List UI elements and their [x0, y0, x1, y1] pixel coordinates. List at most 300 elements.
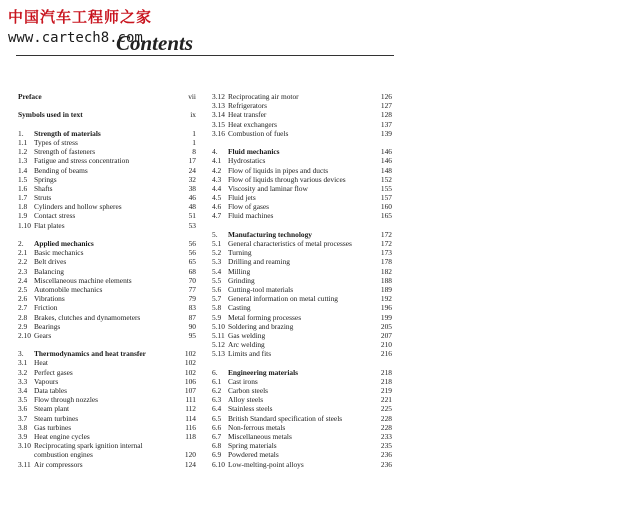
toc-entry-number: 5.13 — [212, 349, 225, 359]
toc-entry-page: 118 — [185, 431, 196, 441]
toc-entry-page: 228 — [380, 422, 392, 432]
toc-entry-title: Gas welding — [228, 330, 266, 340]
toc-spacer — [212, 358, 392, 367]
toc-spacer — [18, 230, 196, 239]
toc-entry-title: combustion engines — [34, 450, 93, 460]
toc-entry-page: 205 — [380, 321, 392, 331]
toc-entry-number — [18, 450, 34, 459]
toc-entry-page: 127 — [380, 101, 392, 111]
toc-entry-number: 1.5 — [18, 174, 28, 184]
toc-entry — [212, 257, 392, 266]
toc-entry-title: Data tables — [34, 386, 68, 395]
toc-entry-title: Fluid machines — [228, 211, 274, 221]
toc-entry — [18, 386, 196, 395]
toc-entry — [18, 414, 196, 423]
toc-entry-number: 3.5 — [18, 395, 28, 405]
toc-entry-page: 218 — [380, 376, 392, 386]
watermark-url: www.cartech8.com — [8, 30, 143, 46]
toc-spacer — [18, 101, 196, 110]
toc-entry-page: 65 — [188, 257, 196, 267]
toc-entry-number: 1.3 — [18, 156, 28, 166]
toc-entry-number: 2.6 — [18, 294, 28, 304]
toc-entry-title: Stainless steels — [228, 404, 273, 414]
toc-entry-number: 4.4 — [212, 183, 222, 193]
toc-entry-page: 126 — [380, 92, 392, 101]
toc-entry-title: Steam plant — [34, 404, 70, 414]
toc-entry-title: Carbon steels — [228, 386, 269, 395]
toc-entry-page: 228 — [380, 413, 392, 423]
toc-entry-title: Reciprocating air motor — [228, 92, 299, 101]
toc-entry — [212, 432, 392, 441]
toc-entry — [212, 184, 392, 193]
toc-entry-number: 2.8 — [18, 312, 28, 322]
toc-entry — [212, 202, 392, 211]
toc-entry — [18, 404, 196, 413]
toc-entry-title: Types of stress — [34, 137, 78, 147]
toc-entry-title: Gas turbines — [34, 422, 72, 432]
toc-spacer — [18, 340, 196, 349]
toc-left-column — [18, 92, 196, 469]
toc-entry-page: 207 — [380, 330, 392, 340]
toc-entry — [212, 386, 392, 395]
toc-entry-page: 8 — [192, 147, 196, 157]
toc-entry — [18, 211, 196, 220]
toc-entry-page: 160 — [380, 202, 392, 212]
toc-entry-number: 5.2 — [212, 248, 222, 258]
toc-entry-number: 6.10 — [212, 459, 225, 469]
toc-entry — [18, 313, 196, 322]
toc-entry-number: 3.1 — [18, 358, 28, 368]
toc-entry-number: 2.1 — [18, 248, 28, 258]
toc-entry-page: 102 — [184, 367, 196, 377]
toc-entry-page: 1 — [192, 128, 196, 138]
toc-entry-title: General characteristics of metal processes — [228, 239, 352, 248]
toc-entry — [212, 313, 392, 322]
toc-entry-page: 128 — [380, 110, 392, 120]
toc-entry-title: Drilling and reaming — [228, 257, 290, 267]
toc-entry-page: 199 — [380, 312, 392, 322]
toc-entry-title: Turning — [228, 248, 252, 258]
toc-entry-page: 221 — [380, 395, 392, 405]
toc-entry-number: 1.1 — [18, 137, 28, 147]
toc-entry-number: 1.6 — [18, 183, 28, 193]
toc-entry-number: 2.7 — [18, 303, 28, 313]
toc-entry-title: Non-ferrous metals — [228, 422, 286, 432]
toc-entry-title: Contact stress — [34, 211, 76, 221]
toc-entry-number: 6.6 — [212, 422, 222, 432]
toc-entry-title: Refrigerators — [228, 101, 267, 111]
toc-entry-number: 2. — [18, 239, 24, 248]
toc-entry-number: 5.9 — [212, 312, 222, 322]
toc-entry-page: 116 — [185, 422, 196, 432]
toc-entry-title: Struts — [34, 193, 52, 203]
toc-entry-title: Flat plates — [34, 220, 65, 230]
toc-entry — [212, 450, 392, 459]
toc-entry-title: Heat engine cycles — [34, 431, 90, 441]
toc-chapter-heading — [18, 129, 196, 138]
toc-entry-page: 106 — [184, 376, 196, 386]
toc-entry-page: 196 — [380, 303, 392, 313]
toc-entry-page: 17 — [188, 156, 196, 166]
toc-entry-page: 233 — [380, 431, 392, 441]
toc-entry-page: 165 — [380, 211, 392, 221]
toc-entry-number: 4.2 — [212, 165, 222, 175]
toc-entry-number: 3.2 — [18, 367, 28, 377]
toc-entry-page: 157 — [380, 193, 392, 203]
title-rule — [16, 55, 394, 56]
toc-entry-number: 3.12 — [212, 92, 225, 101]
toc-entry-title: Arc welding — [228, 340, 265, 350]
toc-entry — [18, 460, 196, 469]
toc-chapter-heading — [212, 368, 392, 377]
toc-entry-number: 3.4 — [18, 386, 28, 395]
toc-entry-title: Perfect gases — [34, 367, 73, 377]
toc-entry-number: 3. — [18, 349, 24, 359]
toc-entry-number: 5.7 — [212, 294, 222, 304]
toc-entry-number: 4.5 — [212, 193, 222, 203]
toc-entry-title: Alloy steels — [228, 395, 264, 405]
toc-entry-title: Heat exchangers — [228, 119, 278, 129]
toc-entry-page: 155 — [380, 183, 392, 193]
toc-entry-number: 3.14 — [212, 110, 225, 120]
toc-entry — [212, 460, 392, 469]
toc-entry-page: 56 — [188, 239, 196, 248]
toc-entry-number: 4.6 — [212, 202, 222, 212]
toc-entry — [212, 267, 392, 276]
toc-entry — [18, 221, 196, 230]
toc-entry-page: 146 — [380, 156, 392, 166]
toc-entry-page: 90 — [188, 321, 196, 331]
toc-entry — [18, 450, 196, 459]
toc-entry — [18, 276, 196, 285]
toc-entry-page: 56 — [188, 248, 196, 258]
toc-entry — [212, 129, 392, 138]
toc-entry — [18, 138, 196, 147]
toc-entry — [212, 441, 392, 450]
toc-entry — [212, 395, 392, 404]
toc-entry-page: 137 — [380, 119, 392, 129]
toc-entry — [212, 294, 392, 303]
toc-entry-title: Bending of beams — [34, 165, 88, 175]
toc-entry-title: Automobile mechanics — [34, 284, 103, 294]
toc-entry-title: Miscellaneous machine elements — [34, 275, 132, 285]
toc-entry-page: 112 — [185, 404, 196, 414]
toc-entry — [18, 303, 196, 312]
toc-entry-page: 182 — [380, 266, 392, 276]
toc-entry-number: 3.10 — [18, 441, 31, 451]
toc-entry-page: 107 — [184, 386, 196, 395]
toc-entry-title: General information on metal cutting — [228, 294, 339, 304]
toc-entry — [212, 120, 392, 129]
toc-entry-number: 3.7 — [18, 413, 28, 423]
toc-entry — [18, 257, 196, 266]
toc-entry — [18, 285, 196, 294]
toc-entry-number: 3.11 — [18, 459, 31, 469]
toc-entry-page — [178, 441, 196, 450]
toc-entry-title: Strength of materials — [34, 128, 101, 138]
toc-entry-number: 1.4 — [18, 165, 28, 175]
toc-entry — [212, 349, 392, 358]
toc-entry-title: British Standard specification of steels — [228, 413, 343, 423]
toc-entry-page: 111 — [185, 395, 196, 405]
toc-entry-number: 6.4 — [212, 404, 222, 414]
toc-entry-page: 189 — [380, 284, 392, 294]
toc-entry-page: 173 — [380, 248, 392, 258]
toc-entry-page: 216 — [380, 349, 392, 359]
toc-entry-page: 77 — [188, 284, 196, 294]
toc-entry — [212, 193, 392, 202]
toc-entry-page: 235 — [380, 441, 392, 451]
toc-entry-title: Balancing — [34, 266, 64, 276]
toc-entry-page: 152 — [380, 174, 392, 184]
toc-entry — [18, 322, 196, 331]
toc-entry-page: 70 — [188, 275, 196, 285]
toc-entry — [212, 110, 392, 119]
toc-entry-page: 1 — [192, 137, 196, 147]
toc-entry-page: 146 — [380, 147, 392, 157]
toc-entry-title: Symbols used in text — [18, 110, 83, 120]
toc-entry-title: Brakes, clutches and dynamometers — [34, 312, 141, 322]
toc-entry-title: Bearings — [34, 321, 61, 331]
toc-entry — [18, 368, 196, 377]
toc-entry — [212, 211, 392, 220]
toc-entry-page: 218 — [380, 367, 392, 377]
toc-entry-title: Limits and fits — [228, 349, 272, 359]
toc-entry — [18, 358, 196, 367]
toc-chapter-heading — [18, 92, 196, 101]
toc-entry-title: Low-melting-point alloys — [228, 459, 304, 469]
toc-entry-number: 2.9 — [18, 321, 28, 331]
toc-entry-title: Heat — [34, 358, 48, 368]
toc-entry-number: 1.8 — [18, 202, 28, 212]
toc-chapter-heading — [18, 110, 196, 119]
toc-entry-page: 79 — [188, 294, 196, 304]
toc-entry-number: 1. — [18, 128, 24, 138]
toc-entry-page: 172 — [380, 229, 392, 239]
toc-entry-number: 1.2 — [18, 147, 28, 157]
toc-entry-title: Reciprocating spark ignition internal — [34, 441, 143, 451]
toc-entry-title: Viscosity and laminar flow — [228, 183, 308, 193]
toc-entry-title: Friction — [34, 303, 58, 313]
toc-entry — [212, 377, 392, 386]
toc-entry-number: 5.11 — [212, 330, 225, 340]
toc-chapter-heading — [212, 147, 392, 156]
toc-entry-number: 1.9 — [18, 211, 28, 221]
toc-entry-title: Soldering and brazing — [228, 321, 294, 331]
toc-entry-page: 87 — [188, 312, 196, 322]
toc-entry-title: Air compressors — [34, 459, 83, 469]
watermark-site-name: 中国汽车工程师之家 — [8, 8, 153, 26]
toc-entry — [18, 184, 196, 193]
toc-entry-page: 188 — [380, 275, 392, 285]
toc-entry-page: 38 — [188, 183, 196, 193]
toc-entry — [18, 202, 196, 211]
toc-entry — [212, 423, 392, 432]
toc-entry-title: Combustion of fuels — [228, 128, 289, 138]
toc-entry-page: 114 — [185, 413, 196, 423]
toc-entry — [18, 432, 196, 441]
toc-entry — [212, 414, 392, 423]
toc-entry-title: Basic mechanics — [34, 248, 84, 258]
toc-entry-page: vii — [188, 92, 196, 101]
toc-entry — [212, 175, 392, 184]
toc-entry-number: 5.4 — [212, 266, 222, 276]
toc-entry — [18, 175, 196, 184]
toc-entry-number: 3.3 — [18, 376, 28, 386]
toc-entry-page: 120 — [184, 450, 196, 460]
toc-entry — [212, 276, 392, 285]
toc-entry-number: 6.5 — [212, 413, 222, 423]
toc-entry-page: 95 — [188, 330, 196, 340]
toc-entry-title: Heat transfer — [228, 110, 267, 120]
toc-entry-page: 46 — [188, 193, 196, 203]
toc-entry-page: 210 — [380, 340, 392, 350]
toc-entry-number: 4.1 — [212, 156, 222, 166]
toc-right-column — [212, 92, 392, 469]
toc-entry-number: 4.7 — [212, 211, 222, 221]
toc-entry-title: Belt drives — [34, 257, 67, 267]
toc-entry — [18, 294, 196, 303]
toc-entry-number: 2.10 — [18, 330, 31, 340]
toc-entry-page: 102 — [184, 358, 196, 368]
toc-entry-title: Fluid jets — [228, 193, 256, 203]
toc-entry-number: 1.10 — [18, 220, 31, 230]
toc-entry — [18, 423, 196, 432]
toc-entry-page: 68 — [188, 266, 196, 276]
toc-entry-number: 5.12 — [212, 340, 225, 350]
toc-entry — [18, 193, 196, 202]
toc-entry — [18, 441, 196, 450]
toc-entry-number: 3.8 — [18, 422, 28, 432]
toc-entry-number: 6.8 — [212, 441, 222, 451]
toc-entry-number: 2.3 — [18, 266, 28, 276]
toc-entry — [212, 331, 392, 340]
toc-entry-title: Cast irons — [228, 376, 258, 386]
toc-entry-number: 3.15 — [212, 119, 225, 129]
toc-entry-title: Steam turbines — [34, 413, 79, 423]
toc-entry — [212, 285, 392, 294]
toc-entry-title: Preface — [18, 92, 42, 101]
toc-entry-number: 5. — [212, 229, 218, 239]
toc-entry-title: Powdered metals — [228, 450, 279, 460]
toc-entry-page: 83 — [188, 303, 196, 313]
toc-entry-number: 4. — [212, 147, 218, 157]
toc-entry-number: 6.9 — [212, 450, 222, 460]
page-title: Contents — [116, 31, 194, 55]
toc-entry-title: Springs — [34, 174, 57, 184]
toc-entry-page: 24 — [188, 165, 196, 175]
toc-entry-page: 172 — [380, 239, 392, 248]
toc-entry — [212, 303, 392, 312]
toc-entry — [212, 404, 392, 413]
toc-entry-page: 148 — [380, 165, 392, 175]
toc-entry-page: 236 — [380, 450, 392, 460]
toc-entry-page: 139 — [380, 128, 392, 138]
toc-entry — [18, 395, 196, 404]
toc-entry-number: 3.6 — [18, 404, 28, 414]
toc-entry-title: Metal forming processes — [228, 312, 302, 322]
toc-chapter-heading — [18, 239, 196, 248]
toc-spacer — [18, 120, 196, 129]
toc-entry-title: Gears — [34, 330, 52, 340]
toc-entry-number: 2.4 — [18, 275, 28, 285]
toc-entry-title: Flow of liquids in pipes and ducts — [228, 165, 329, 175]
toc-entry-page: ix — [190, 110, 196, 120]
toc-entry — [212, 101, 392, 110]
toc-entry-title: Flow of gases — [228, 202, 270, 212]
toc-entry-page: 53 — [188, 220, 196, 230]
toc-entry-number: 6.1 — [212, 376, 222, 386]
toc-entry-number: 3.9 — [18, 431, 28, 441]
toc-entry-page: 236 — [380, 459, 392, 469]
toc-chapter-heading — [212, 230, 392, 239]
toc-entry — [18, 331, 196, 340]
toc-entry-number: 1.7 — [18, 193, 28, 203]
toc-entry-page: 225 — [380, 404, 392, 414]
toc-entry — [212, 248, 392, 257]
toc-entry-title: Casting — [228, 303, 251, 313]
toc-entry-page: 51 — [188, 211, 196, 221]
toc-chapter-heading — [18, 349, 196, 358]
toc-entry-title: Hydrostatics — [228, 156, 266, 166]
toc-entry-title: Milling — [228, 266, 251, 276]
toc-entry-title: Fatigue and stress concentration — [34, 156, 130, 166]
toc-spacer — [212, 221, 392, 230]
toc-entry-page: 102 — [184, 349, 196, 359]
toc-entry-page: 178 — [380, 257, 392, 267]
toc-entry-title: Thermodynamics and heat transfer — [34, 349, 146, 359]
toc-entry — [212, 156, 392, 165]
toc-entry-page: 219 — [380, 386, 392, 395]
toc-entry-title: Vibrations — [34, 294, 65, 304]
toc-entry-title: Flow through nozzles — [34, 395, 99, 405]
toc-entry-number: 5.8 — [212, 303, 222, 313]
toc-entry-title: Shafts — [34, 183, 53, 193]
toc-entry-number: 5.10 — [212, 321, 225, 331]
toc-entry — [18, 166, 196, 175]
toc-entry-title: Grinding — [228, 275, 255, 285]
toc-entry-number: 6. — [212, 367, 218, 377]
toc-entry — [18, 147, 196, 156]
toc-entry-page: 48 — [188, 202, 196, 212]
toc-entry-number: 2.5 — [18, 284, 28, 294]
toc-entry — [18, 267, 196, 276]
toc-entry — [18, 248, 196, 257]
toc-entry-number: 6.2 — [212, 386, 222, 395]
toc-entry-title: Fluid mechanics — [228, 147, 280, 157]
toc-entry-page: 32 — [188, 174, 196, 184]
toc-entry — [18, 156, 196, 165]
toc-entry-number: 6.7 — [212, 431, 222, 441]
toc-entry-number: 3.13 — [212, 101, 225, 111]
toc-entry-title: Strength of fasteners — [34, 147, 96, 157]
toc-entry-title: Flow of liquids through various devices — [228, 174, 346, 184]
toc-entry — [212, 239, 392, 248]
toc-entry-number: 2.2 — [18, 257, 28, 267]
toc-entry-title: Manufacturing technology — [228, 229, 312, 239]
toc-entry-title: Cutting-tool materials — [228, 284, 294, 294]
toc-entry-title: Vapours — [34, 376, 59, 386]
toc-spacer — [212, 138, 392, 147]
toc-entry — [212, 322, 392, 331]
toc-entry-title: Miscellaneous metals — [228, 431, 292, 441]
toc-entry-page: 192 — [380, 294, 392, 304]
toc-entry — [212, 340, 392, 349]
toc-entry — [212, 166, 392, 175]
toc-entry-title: Applied mechanics — [34, 239, 94, 248]
toc-entry — [18, 377, 196, 386]
toc-entry-number: 3.16 — [212, 128, 225, 138]
